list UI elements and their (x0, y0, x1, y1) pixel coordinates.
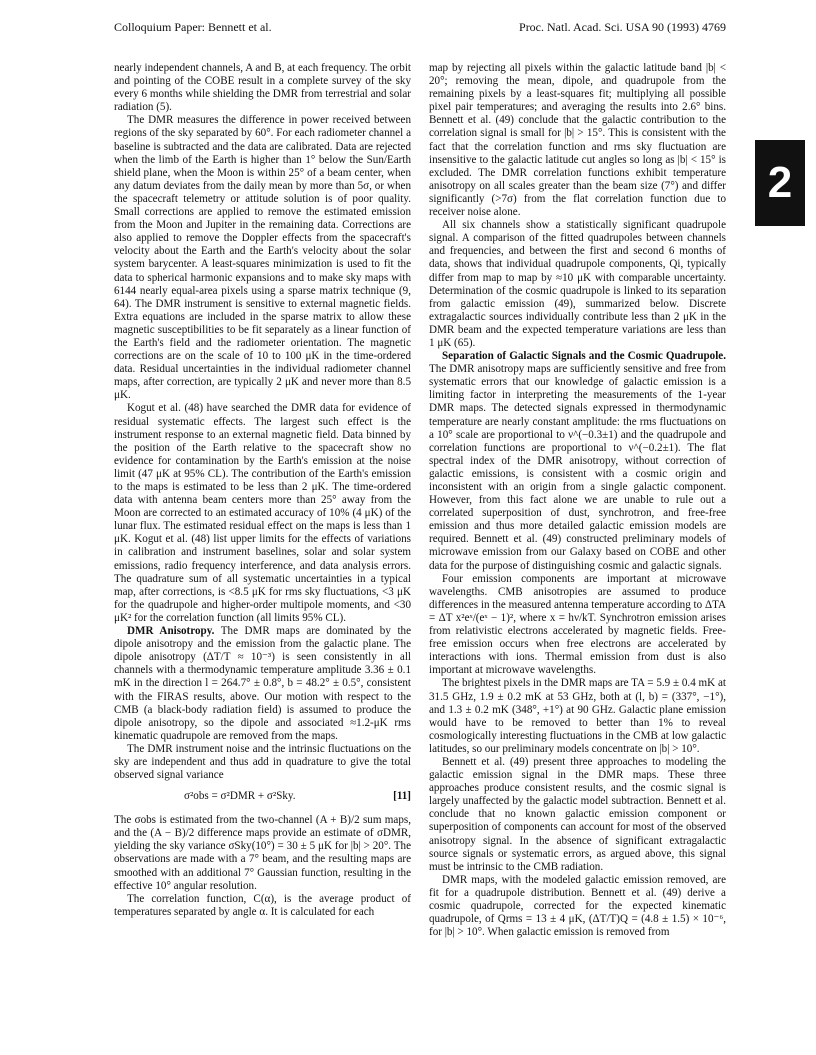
paragraph: The DMR measures the difference in power received between regions of the sky separated by 60°. For each radiometer channel a baseline is subtracted and the data are calibrated. Data are rejected when the limb of the Earth is higher than 1° below the Sun/Earth shield plane, when the Moon is within 25° of a beam center, when any datum deviates from the daily mean by more than 5σ, or when the spacecraft telemetry or attitude solution is of poor quality. Small corrections are applied to remove the estimated emission from the Moon and Jupiter in the remaining data. Corrections are also applied to remove the Doppler effects from the spacecraft's velocity about the Earth and the Earth's velocity about the solar system barycenter. A least-squares minimization is used to fit the data to spherical harmonic expansions and to make sky maps with 6144 nearly equal-area pixels using a sparse matrix technique (9, 64). The DMR instrument is sensitive to external magnetic fields. Extra equations are included in the sparse matrix to allow these magnetic susceptibilities to be fit separately as a linear function of the Earth's field and the radiometer orientation. The magnetic corrections are on the scale of 10 to 100 μK in the time-ordered data. Residual uncertainties in the individual radiometer channel maps, after correction, are typically 2 μK and never more than 8.5 μK. (114, 114, 411, 402)
paragraph: Four emission components are important at microwave wavelengths. CMB anisotropies are assumed to produce differences in the measured antenna temperature according to ΔTA = ΔT x²eˣ/(eˣ − 1)², where x = hν/kT. Synchrotron emission arises from relativistic electrons accelerated by magnetic fields. Free-free emission occurs when free electrons are accelerated by interactions with ions. Thermal emission from dust is also important at microwave wavelengths. (429, 572, 726, 677)
paragraph: nearly independent channels, A and B, at each frequency. The orbit and pointing of the COBE result in a complete survey of the sky every 6 months while shielding the DMR from terrestrial and solar radiation (5). (114, 62, 411, 114)
run-in-heading: DMR Anisotropy. (127, 625, 215, 638)
header-left: Colloquium Paper: Bennett et al. (114, 20, 272, 34)
left-column (114, 62, 411, 919)
right-column (429, 62, 726, 939)
paragraph-text: The DMR anisotropy maps are sufficiently sensitive and free from systematic errors that our knowledge of galactic emission is a limiting factor in interpreting the measurements of the 1-year DMR maps. The detected signals expressed in thermodynamic temperature are nearly constant amplitude: the rms fluctuations on a 10° scale are proportional to ν^(−0.3±1) and the quadrupole and correlation functions are proportional to ν^(−0.2±1). The flat spectral index of the DMR anisotropy, without correction of galactic emissions, is consistent with a cosmic origin and inconsistent with an origin from a single galactic component. However, from this fact alone we are unable to rule out a correlated superposition of dust, synchrotron, and free-free emission and thus more detailed galactic emission models are required. Bennett et al. (49) constructed preliminary models of microwave emission from our Galaxy based on COBE and other data for the purpose of distinguishing cosmic and galactic signals. (429, 363, 726, 572)
header-right: Proc. Natl. Acad. Sci. USA 90 (1993) 4769 (519, 20, 726, 34)
equation-11 (114, 790, 411, 806)
paragraph (429, 350, 726, 573)
equation-expression: σ²obs = σ²DMR + σ²Sky. (184, 790, 296, 803)
running-header (114, 20, 726, 38)
paragraph-text: The DMR maps are dominated by the dipole anisotropy and the emission from the galactic plane. The dipole anisotropy (ΔT/T ≈ 10⁻³) is seen consistently in all channels with a thermodynamic temperature amplitude 3.36 ± 0.1 mK in the direction l = 264.7° ± 0.8°, b = 48.2° ± 0.5°, consistent with the FIRAS results, above. Our motion with respect to the CMB (a black-body radiation field) is assumed to produce the dipole anisotropy, so the dipole and associated ≈1.2-μK rms kinematic quadrupole are removed from the maps. (114, 625, 412, 742)
paragraph: The correlation function, C(α), is the average product of temperatures separated by angle α. It is calculated for each (114, 892, 411, 918)
paragraph: The σobs is estimated from the two-channel (A + B)/2 sum maps, and the (A − B)/2 difference maps provide an estimate of σDMR, yielding the sky variance σSky(10°) = 30 ± 5 μK for |b| > 20°. The observations are made with a 7° beam, and the resulting maps are smoothed with an additional 7° Gaussian function, resulting in the effective 10° angular resolution. (114, 814, 411, 892)
paragraph: Bennett et al. (49) present three approaches to modeling the galactic emission signal in the DMR maps. These three approaches produce consistent results, and the cosmic signal is largely unaffected by the galactic model subtraction. Bennett et al. conclude that no known galactic emission component or superposition of components can account for most of the observed anisotropy signal. In the absence of significant extragalactic source signals or systematic errors, as argued above, this signal must be intrinsic to the CMB radiation. (429, 755, 726, 873)
equation-number: [11] (393, 790, 411, 803)
paragraph: DMR maps, with the modeled galactic emission removed, are fit for a quadrupole distribution. Bennett et al. (49) derive a cosmic quadrupole, corrected for the expected kinematic quadrupole, of Qrms = 13 ± 4 μK, (ΔT/T)Q = (4.8 ± 1.5) × 10⁻⁶, for |b| > 10°. When galactic emission is removed from (429, 873, 726, 939)
paragraph: All six channels show a statistically significant quadrupole signal. A comparison of the fitted quadrupoles between channels and frequencies, and between the first and second 6 months of data, shows that individual quadrupole components, Qi, typically differ from map to map by ≈10 μK with comparable uncertainty. Determination of the cosmic quadrupole is linked to its separation from galactic emission (49), summarized below. Discrete extragalactic sources individually contribute less than 2 μK in the DMR beam and the expected temperature variations are less than 1 μK (65). (429, 219, 726, 349)
paragraph: map by rejecting all pixels within the galactic latitude band |b| < 20°; removing the mean, dipole, and quadrupole from the remaining pixels by a least-squares fit; multiplying all possible pixel pair temperatures; and averaging the results into 2.6° bins. Bennett et al. (49) conclude that the galactic contribution to the correlation signal is small for |b| > 15°. This is consistent with the fact that the correlation function and rms sky fluctuation are insensitive to the galactic latitude cut angles so long as |b| < 15° is excluded. The DMR correlation functions exhibit temperature anisotropy on all scales greater than the beam size (7°) and differ significantly (>7σ) from the flat correlation function due to receiver noise alone. (429, 62, 726, 219)
paragraph: Kogut et al. (48) have searched the DMR data for evidence of residual systematic effects. The largest such effect is the instrument response to an external magnetic field. Data binned by the position of the Earth relative to the spacecraft show no evidence for contamination by the Earth's emission at the noise limit (47 μK at 95% CL). The contribution of the Earth's emission to the maps is estimated to be less than 2 μK. The time-ordered data with antenna beam centers more than 25° away from the Moon are corrected to an estimated accuracy of 10% (4 μK) of the lunar flux. The estimated residual effect on the maps is less than 1 μK. Kogut et al. (48) list upper limits for the effects of variations in calibration and instrument baselines, solar and solar system emissions, radio frequency interference, and data analysis errors. The quadrature sum of all systematic uncertainties in a typical map, after corrections, is <8.5 μK for rms sky fluctuations, <3 μK for the quadrupole and higher-order multipole moments, and <30 μK² for the correlation function (all limits 95% CL). (114, 402, 411, 624)
section-tab: 2 (755, 140, 805, 226)
paragraph: The DMR instrument noise and the intrinsic fluctuations on the sky are independent and thus add in quadrature to give the total observed signal variance (114, 742, 411, 782)
paragraph: The brightest pixels in the DMR maps are TA = 5.9 ± 0.4 mK at 31.5 GHz, 1.9 ± 0.2 mK at 53 GHz, both at (l, b) = (337°, −1°), and 1.3 ± 0.2 mK (348°, +1°) at 90 GHz. Galactic plane emission would have to be removed to better than 1% to reveal cosmologically interesting fluctuations in the CMB at low galactic latitudes, so our preliminary models concentrate on |b| > 10°. (429, 677, 726, 755)
paragraph (114, 625, 411, 743)
run-in-heading: Separation of Galactic Signals and the Cosmic Quadrupole. (442, 350, 726, 363)
